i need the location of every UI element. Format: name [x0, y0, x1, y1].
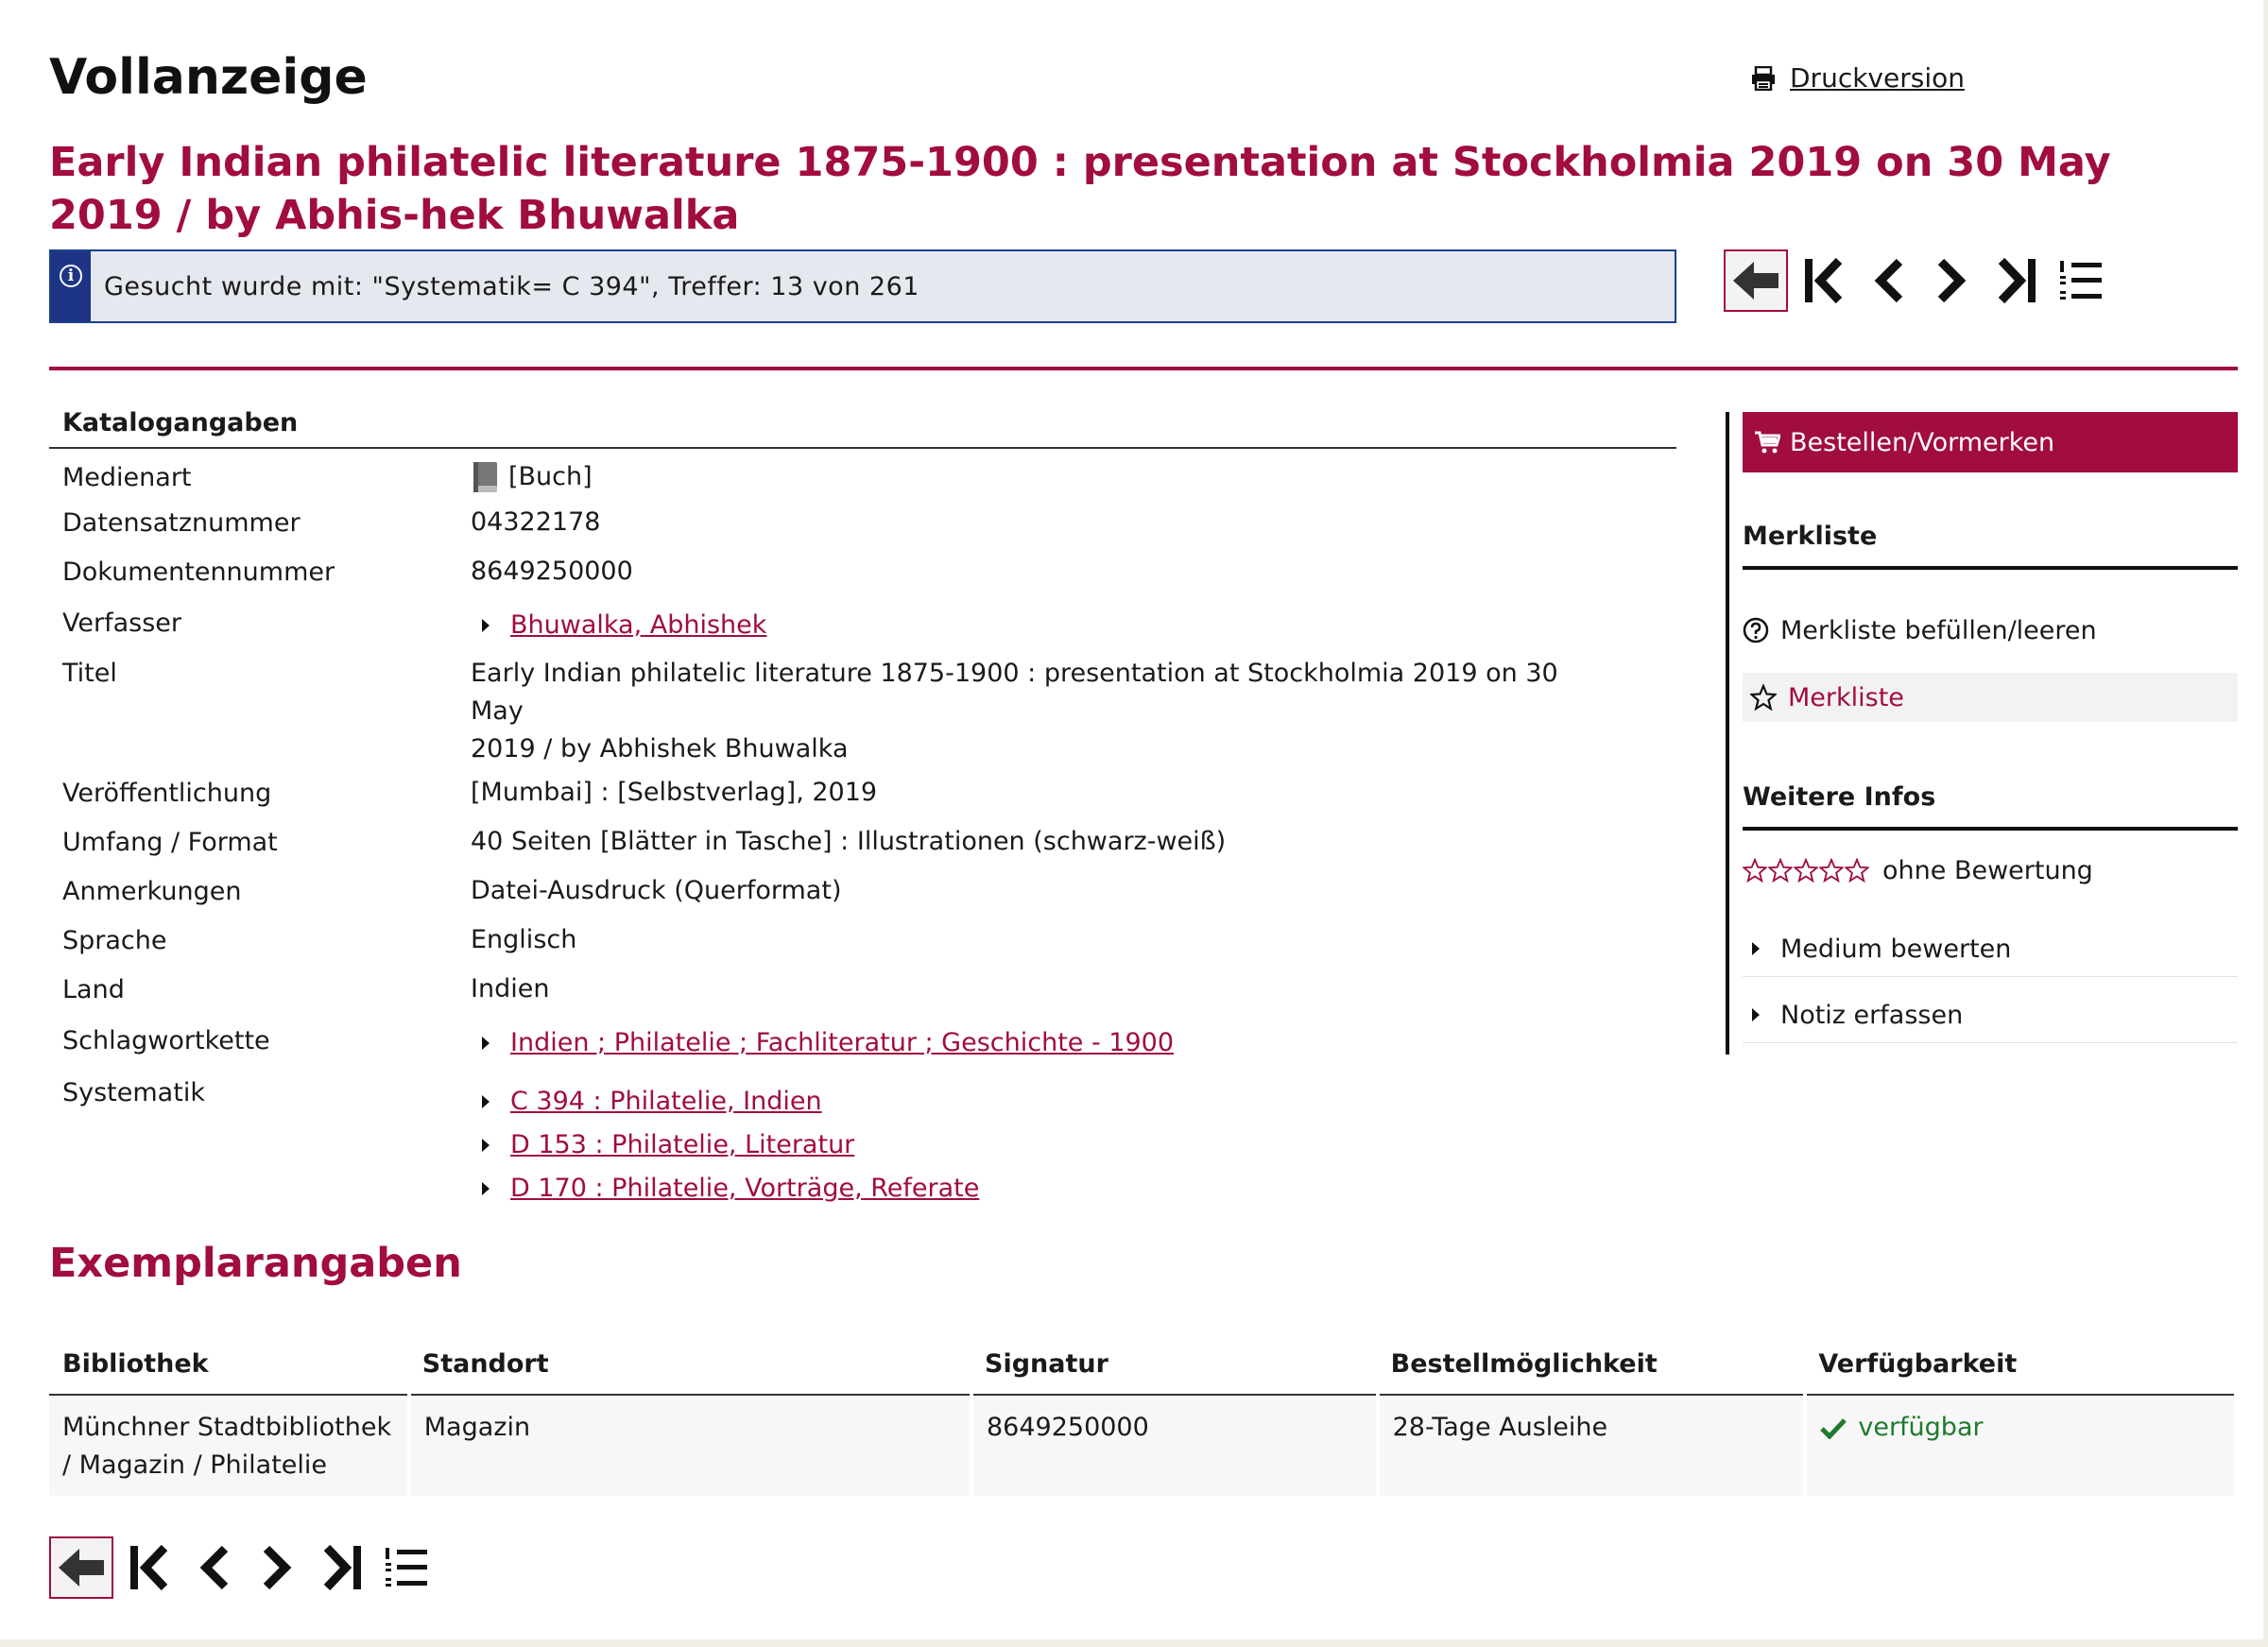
catalog-row-systematik: [49, 1074, 1676, 1210]
dokument-label: Dokumentennummer: [62, 557, 335, 587]
availability-cell: [1805, 1395, 2236, 1496]
last-page-icon: [1996, 257, 2037, 304]
land-value: Indien: [471, 974, 550, 1004]
veroeffentlichung-label: Veröffentlichung: [62, 778, 272, 808]
numbered-list-icon: [2058, 257, 2104, 304]
printer-icon: [1750, 66, 1777, 91]
sprache-label: Sprache: [62, 925, 167, 955]
table-row: [49, 1395, 2236, 1496]
caret-right-icon: [482, 1139, 490, 1152]
star-outline-icon: [1750, 684, 1777, 711]
question-circle-icon: [1743, 617, 1769, 643]
catalog-row-medienart: [49, 456, 1676, 498]
author-link[interactable]: Bhuwalka, Abhishek: [510, 610, 767, 640]
first-record-button[interactable]: [1796, 251, 1852, 310]
classification-link[interactable]: D 170 : Philatelie, Vorträge, Referate: [510, 1174, 980, 1203]
result-navigation-top: [1724, 249, 2109, 312]
anmerkungen-label: Anmerkungen: [62, 876, 242, 906]
previous-record-button[interactable]: [1860, 251, 1916, 310]
location-cell: Magazin: [409, 1395, 971, 1496]
merkliste-link[interactable]: [1743, 673, 2238, 722]
book-icon: [471, 461, 499, 493]
last-record-button[interactable]: [1988, 251, 2045, 310]
rating-text: ohne Bewertung: [1882, 855, 2093, 885]
info-icon: i: [60, 265, 82, 287]
umfang-label: Umfang / Format: [62, 827, 278, 857]
rating-display: [1743, 847, 2238, 894]
next-record-button[interactable]: [249, 1538, 306, 1597]
search-info-text: Gesucht wurde mit: "Systematik= C 394", Treffer: 13 von 261: [104, 271, 919, 301]
merkliste-fill-label: Merkliste befüllen/leeren: [1780, 615, 2097, 645]
sidebar-divider: [1743, 1042, 2238, 1043]
library-line2: / Magazin / Philatelie: [62, 1450, 328, 1480]
catalog-row-titel: [49, 655, 1676, 768]
signature-cell: 8649250000: [971, 1395, 1378, 1496]
add-note-label: Notiz erfassen: [1780, 1000, 1964, 1030]
schlagwort-label: Schlagwortkette: [62, 1025, 270, 1055]
datensatz-label: Datensatznummer: [62, 507, 301, 538]
first-page-icon: [129, 1544, 170, 1591]
first-record-button[interactable]: [121, 1538, 178, 1597]
column-header: Standort: [409, 1342, 971, 1395]
order-reserve-label: Bestellen/Vormerken: [1790, 427, 2055, 457]
section-divider: [49, 367, 2238, 370]
column-header: Verfügbarkeit: [1805, 1342, 2236, 1395]
document-title: Early Indian philatelic literature 1875-1900 : presentation at Stockholmia 2019 on 30 May 2019 / by Abhis-hek Bhuwalka: [49, 139, 2111, 239]
numbered-list-icon: [384, 1544, 429, 1591]
print-version-link[interactable]: [1750, 62, 1965, 94]
caret-right-icon: [482, 1037, 490, 1050]
last-page-icon: [321, 1544, 363, 1591]
back-to-list-button[interactable]: [1724, 249, 1788, 312]
catalog-row-datensatz: [49, 498, 1676, 547]
anmerkungen-value: Datei-Ausdruck (Querformat): [471, 876, 842, 905]
column-header: Signatur: [971, 1342, 1378, 1395]
result-list-button[interactable]: [2053, 251, 2109, 310]
arrow-left-icon: [1731, 260, 1780, 301]
titel-value-line2: 2019 / by Abhishek Bhuwalka: [471, 734, 849, 763]
result-navigation-bottom: [49, 1536, 435, 1599]
last-record-button[interactable]: [314, 1538, 370, 1597]
checkmark-icon: [1820, 1416, 1847, 1439]
rate-medium-button[interactable]: [1743, 922, 2238, 975]
chevron-right-icon: [1935, 257, 1969, 304]
rate-medium-label: Medium bewerten: [1780, 934, 2012, 964]
previous-record-button[interactable]: [185, 1538, 242, 1597]
rating-star-icon: [1819, 858, 1844, 883]
systematik-label: Systematik: [62, 1078, 205, 1107]
classification-link[interactable]: C 394 : Philatelie, Indien: [510, 1087, 822, 1116]
catalog-row-land: [49, 965, 1676, 1014]
caret-right-icon: [482, 619, 490, 632]
caret-right-icon: [1752, 942, 1760, 955]
first-page-icon: [1803, 257, 1845, 304]
column-header: Bibliothek: [49, 1342, 409, 1395]
umfang-value: 40 Seiten [Blätter in Tasche] : Illustrationen (schwarz-weiß): [471, 827, 1227, 856]
print-version-label[interactable]: Druckversion: [1790, 62, 1965, 94]
chevron-right-icon: [261, 1544, 295, 1591]
weitere-infos-heading: Weitere Infos: [1743, 782, 2238, 831]
column-header: Bestellmöglichkeit: [1378, 1342, 1806, 1395]
catalog-row-dokument: [49, 547, 1676, 596]
merkliste-fill-button[interactable]: [1743, 607, 2238, 654]
window-frame-bottom: [0, 1639, 2268, 1647]
order-reserve-button[interactable]: [1743, 412, 2238, 472]
next-record-button[interactable]: [1924, 251, 1981, 310]
catalog-heading: Katalogangaben: [49, 404, 1676, 449]
holdings-header-row: [49, 1342, 2236, 1395]
subject-chain-link[interactable]: Indien ; Philatelie ; Fachliteratur ; Geschichte - 1900: [510, 1028, 1175, 1057]
caret-right-icon: [1752, 1008, 1760, 1021]
catalog-row-umfang: [49, 817, 1676, 866]
rating-stars: [1743, 858, 1869, 883]
order-option-cell: 28-Tage Ausleihe: [1378, 1395, 1806, 1496]
caret-right-icon: [482, 1182, 490, 1195]
medienart-value: [Buch]: [508, 462, 593, 491]
sidebar-divider: [1743, 976, 2238, 977]
catalog-row-sprache: [49, 916, 1676, 965]
titel-label: Titel: [62, 659, 117, 688]
holdings-heading: Exemplarangaben: [49, 1240, 462, 1287]
caret-right-icon: [482, 1095, 490, 1108]
back-to-list-button[interactable]: [49, 1536, 113, 1599]
window-frame-right: [2263, 0, 2268, 1647]
info-strip: [51, 251, 91, 321]
search-info-box: [49, 249, 1676, 323]
catalog-row-veroeffentlichung: [49, 768, 1676, 817]
sidebar: [1726, 412, 2242, 1055]
availability-status: verfügbar: [1858, 1413, 1984, 1442]
result-list-button[interactable]: [378, 1538, 435, 1597]
merkliste-link-label[interactable]: Merkliste: [1788, 682, 1904, 712]
catalog-section: [49, 404, 1676, 1210]
add-note-button[interactable]: [1743, 988, 2238, 1041]
merkliste-heading: Merkliste: [1743, 522, 2238, 570]
arrow-left-icon: [57, 1547, 106, 1588]
catalog-row-verfasser: [49, 596, 1676, 649]
systematik-item: [482, 1074, 1663, 1124]
land-label: Land: [62, 974, 125, 1004]
page-heading: Vollanzeige: [49, 49, 368, 106]
veroeffentlichung-value: [Mumbai] : [Selbstverlag], 2019: [471, 778, 878, 807]
chevron-left-icon: [1871, 257, 1905, 304]
rating-star-icon: [1845, 858, 1869, 883]
classification-link[interactable]: D 153 : Philatelie, Literatur: [510, 1130, 855, 1159]
chevron-left-icon: [197, 1544, 231, 1591]
rating-star-icon: [1743, 858, 1767, 883]
library-line1: Münchner Stadtbibliothek: [62, 1413, 392, 1442]
rating-star-icon: [1768, 858, 1793, 883]
systematik-item: [482, 1167, 1663, 1210]
catalog-row-schlagwort: [49, 1014, 1676, 1067]
medienart-label: Medienart: [62, 462, 192, 492]
holdings-table: [49, 1342, 2238, 1496]
titel-value-line1: Early Indian philatelic literature 1875-1900 : presentation at Stockholmia 2019 on 30 May: [471, 659, 1558, 726]
rating-star-icon: [1794, 858, 1818, 883]
dokument-value: 8649250000: [471, 557, 633, 586]
cart-icon: [1754, 430, 1780, 455]
library-cell: [49, 1395, 409, 1496]
catalog-row-anmerkungen: [49, 866, 1676, 916]
verfasser-label: Verfasser: [62, 608, 181, 638]
systematik-item: [482, 1124, 1663, 1167]
datensatz-value: 04322178: [471, 507, 601, 537]
sprache-value: Englisch: [471, 925, 577, 954]
